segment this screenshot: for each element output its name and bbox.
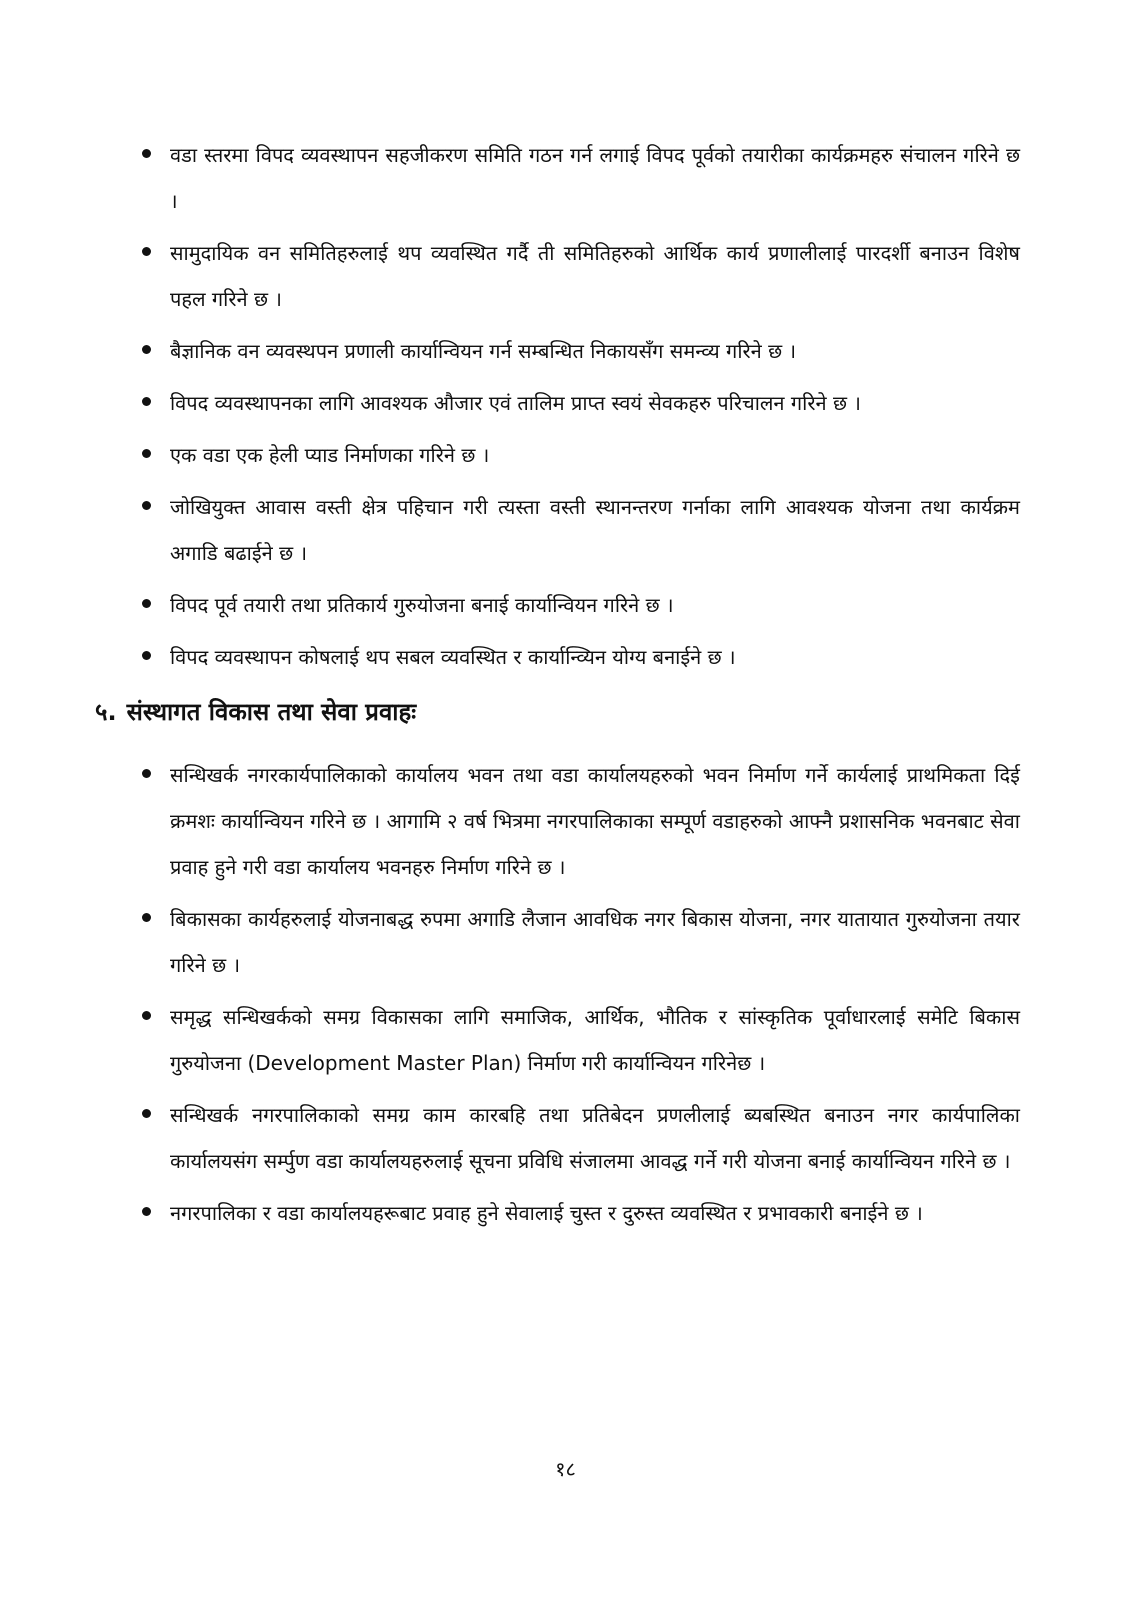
page-number: १८	[555, 1457, 576, 1481]
list-item-text: बैज्ञानिक वन व्यवस्थपन प्रणाली कार्यान्वियन गर्न सम्बन्धित निकायसँग समन्व्य गरिने छ ।	[170, 339, 797, 363]
list-item	[170, 582, 1020, 628]
bullet-icon	[142, 149, 151, 158]
bullet-icon	[142, 913, 151, 922]
list-item	[170, 432, 1020, 478]
list-item-text: एक वडा एक हेली प्याड निर्माणका गरिने छ ।	[170, 443, 490, 467]
list-item	[170, 634, 1020, 680]
list-item	[170, 1092, 1020, 1184]
bullet-list-disaster-forest	[170, 132, 1020, 686]
list-item-text: समृद्ध सन्धिखर्कको समग्र विकासका लागि समाजिक, आर्थिक, भौतिक र सांस्कृतिक पूर्वाधारलाई समेटि बिकास गुरुयोजना (Development Master Plan) निर्माण गरी कार्यान्वियन गरिनेछ ।	[170, 1005, 1020, 1075]
list-item-text: विपद व्यवस्थापन कोषलाई थप सबल व्यवस्थित र कार्यान्व्यिन योग्य बनाईने छ ।	[170, 645, 736, 669]
list-item	[170, 328, 1020, 374]
list-item-text: वडा स्तरमा विपद व्यवस्थापन सहजीकरण समिति गठन गर्न लगाई विपद पूर्वको तयारीका कार्यक्रमहरु संचालन गरिने छ ।	[170, 143, 1020, 213]
list-item-text: विपद पूर्व तयारी तथा प्रतिकार्य गुरुयोजना बनाई कार्यान्वियन गरिने छ ।	[170, 593, 674, 617]
bullet-icon	[142, 1109, 151, 1118]
list-item	[170, 752, 1020, 890]
bullet-icon	[142, 345, 151, 354]
list-item	[170, 230, 1020, 322]
list-item-text: सन्धिखर्क नगरकार्यपालिकाको कार्यालय भवन तथा वडा कार्यालयहरुको भवन निर्माण गर्ने कार्यलाई प्राथमिकता दिई क्रमशः कार्यान्वियन गरिने छ । आगामि २ वर्ष भित्रमा नगरपालिकाका सम्पूर्ण वडाहरुको आफ्नै प्रशासनिक भवनबाट सेवा प्रवाह हुने गरी वडा कार्यालय भवनहरु निर्माण गरिने छ ।	[170, 763, 1020, 879]
list-item-text: नगरपालिका र वडा कार्यालयहरूबाट प्रवाह हुने सेवालाई चुस्त र दुरुस्त व्यवस्थित र प्रभावकारी बनाईने छ ।	[170, 1201, 923, 1225]
bullet-icon	[142, 651, 151, 660]
section-heading	[95, 692, 416, 732]
list-item	[170, 484, 1020, 576]
bullet-icon	[142, 501, 151, 510]
list-item	[170, 132, 1020, 224]
bullet-icon	[142, 769, 151, 778]
list-item-text: सन्धिखर्क नगरपालिकाको समग्र काम कारबहि तथा प्रतिबेदन प्रणलीलाई ब्यबस्थित बनाउन नगर कार्यपालिका कार्यालयसंग सर्म्पुण वडा कार्यालयहरुलाई सूचना प्रविधि संजालमा आवद्ध गर्ने गरी योजना बनाई कार्यान्वियन गरिने छ ।	[170, 1103, 1020, 1173]
list-item	[170, 1190, 1020, 1236]
list-item-text: जोखियुक्त आवास वस्ती क्षेत्र पहिचान गरी त्यस्ता वस्ती स्थानन्तरण गर्नाका लागि आवश्यक योजना तथा कार्यक्रम अगाडि बढाईने छ ।	[170, 495, 1020, 565]
list-item-text: विपद व्यवस्थापनका लागि आवश्यक औजार एवं तालिम प्राप्त स्वयं सेवकहरु परिचालन गरिने छ ।	[170, 391, 861, 415]
list-item-text: सामुदायिक वन समितिहरुलाई थप व्यवस्थित गर्दै ती समितिहरुको आर्थिक कार्य प्रणालीलाई पारदर्शी बनाउन विशेष पहल गरिने छ ।	[170, 241, 1020, 311]
list-item-text: बिकासका कार्यहरुलाई योजनाबद्ध रुपमा अगाडि लैजान आवधिक नगर बिकास योजना, नगर यातायात गुरुयोजना तयार गरिने छ ।	[170, 907, 1020, 977]
list-item	[170, 380, 1020, 426]
bullet-icon	[142, 1207, 151, 1216]
bullet-list-institutional-development	[170, 752, 1020, 1242]
bullet-icon	[142, 397, 151, 406]
section-title: संस्थागत विकास तथा सेवा प्रवाहः	[126, 698, 417, 726]
list-item	[170, 994, 1020, 1086]
bullet-icon	[142, 247, 151, 256]
section-number: ५.	[95, 698, 117, 726]
list-item	[170, 896, 1020, 988]
bullet-icon	[142, 449, 151, 458]
bullet-icon	[142, 1011, 151, 1020]
bullet-icon	[142, 599, 151, 608]
